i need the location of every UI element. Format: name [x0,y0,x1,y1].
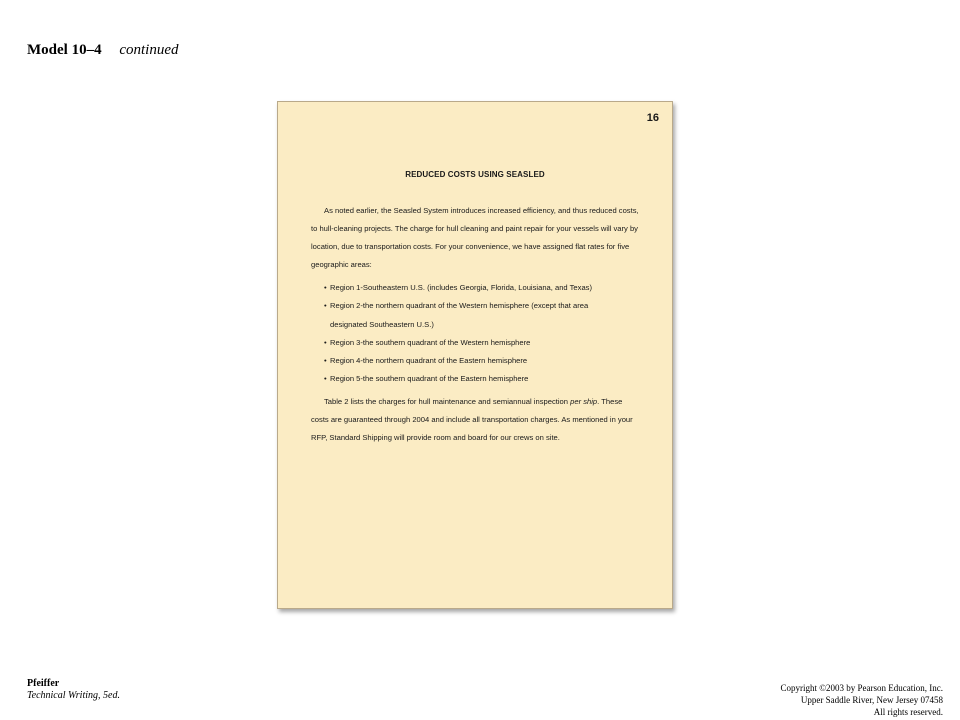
region-list [324,279,642,388]
bullet-icon: • [324,301,327,311]
list-item-text: Region 5-the southern quadrant of the Eastern hemisphere [330,373,529,383]
model-number: Model 10–4 [27,42,102,58]
copyright-line: Copyright ©2003 by Pearson Education, Inc. [780,683,943,693]
list-item [324,352,642,370]
section-heading: REDUCED COSTS USING SEASLED [405,170,545,179]
publisher-address: Upper Saddle River, New Jersey 07458 [800,695,943,705]
list-item-text: Region 3-the southern quadrant of the Western hemisphere [330,337,531,347]
charges-paragraph-end: . These costs are guaranteed through 2004 and include all transportation charges. As mentioned in your RFP, Standard Shipping will provide room and board for our crews on site. [311,396,633,443]
list-item-text: Region 1-Southeastern U.S. (includes Georgia, Florida, Louisiana, and Texas) [330,283,592,293]
list-item-text: Region 4-the northern quadrant of the Eastern hemisphere [330,355,528,365]
list-item [324,297,642,333]
charges-paragraph-start: Table 2 lists the charges for hull maintenance and semiannual inspection [324,396,568,406]
footer-book-title: Technical Writing, 5ed. [27,690,120,701]
slide-title [27,42,178,59]
document-page [277,101,673,609]
page-number: 16 [646,112,659,124]
charges-paragraph-emphasis: per ship [570,396,598,406]
bullet-icon: • [324,373,327,383]
charges-paragraph [311,393,642,447]
footer-author: Pfeiffer [27,678,60,689]
bullet-icon: • [324,283,327,293]
list-item [324,279,642,297]
bullet-icon: • [324,337,327,347]
rights-line: All rights reserved. [873,707,943,717]
title-continued: continued [119,42,179,58]
page-body [311,202,642,447]
list-item-continuation: designated Southeastern U.S.) [330,319,434,329]
list-item-text: Region 2-the northern quadrant of the Western hemisphere (except that area [330,301,589,311]
intro-paragraph: As noted earlier, the Seasled System introduces increased efficiency, and thus reduced costs, to hull-cleaning projects. The charge for hull cleaning and paint repair for your vessels will vary by location, due to transportation costs. For your convenience, we have assigned flat rates for five geographic areas: [311,206,639,270]
footer-copyright [780,682,943,718]
bullet-icon: • [324,355,327,365]
footer-book-info [27,678,120,702]
list-item [324,370,642,388]
list-item [324,334,642,352]
